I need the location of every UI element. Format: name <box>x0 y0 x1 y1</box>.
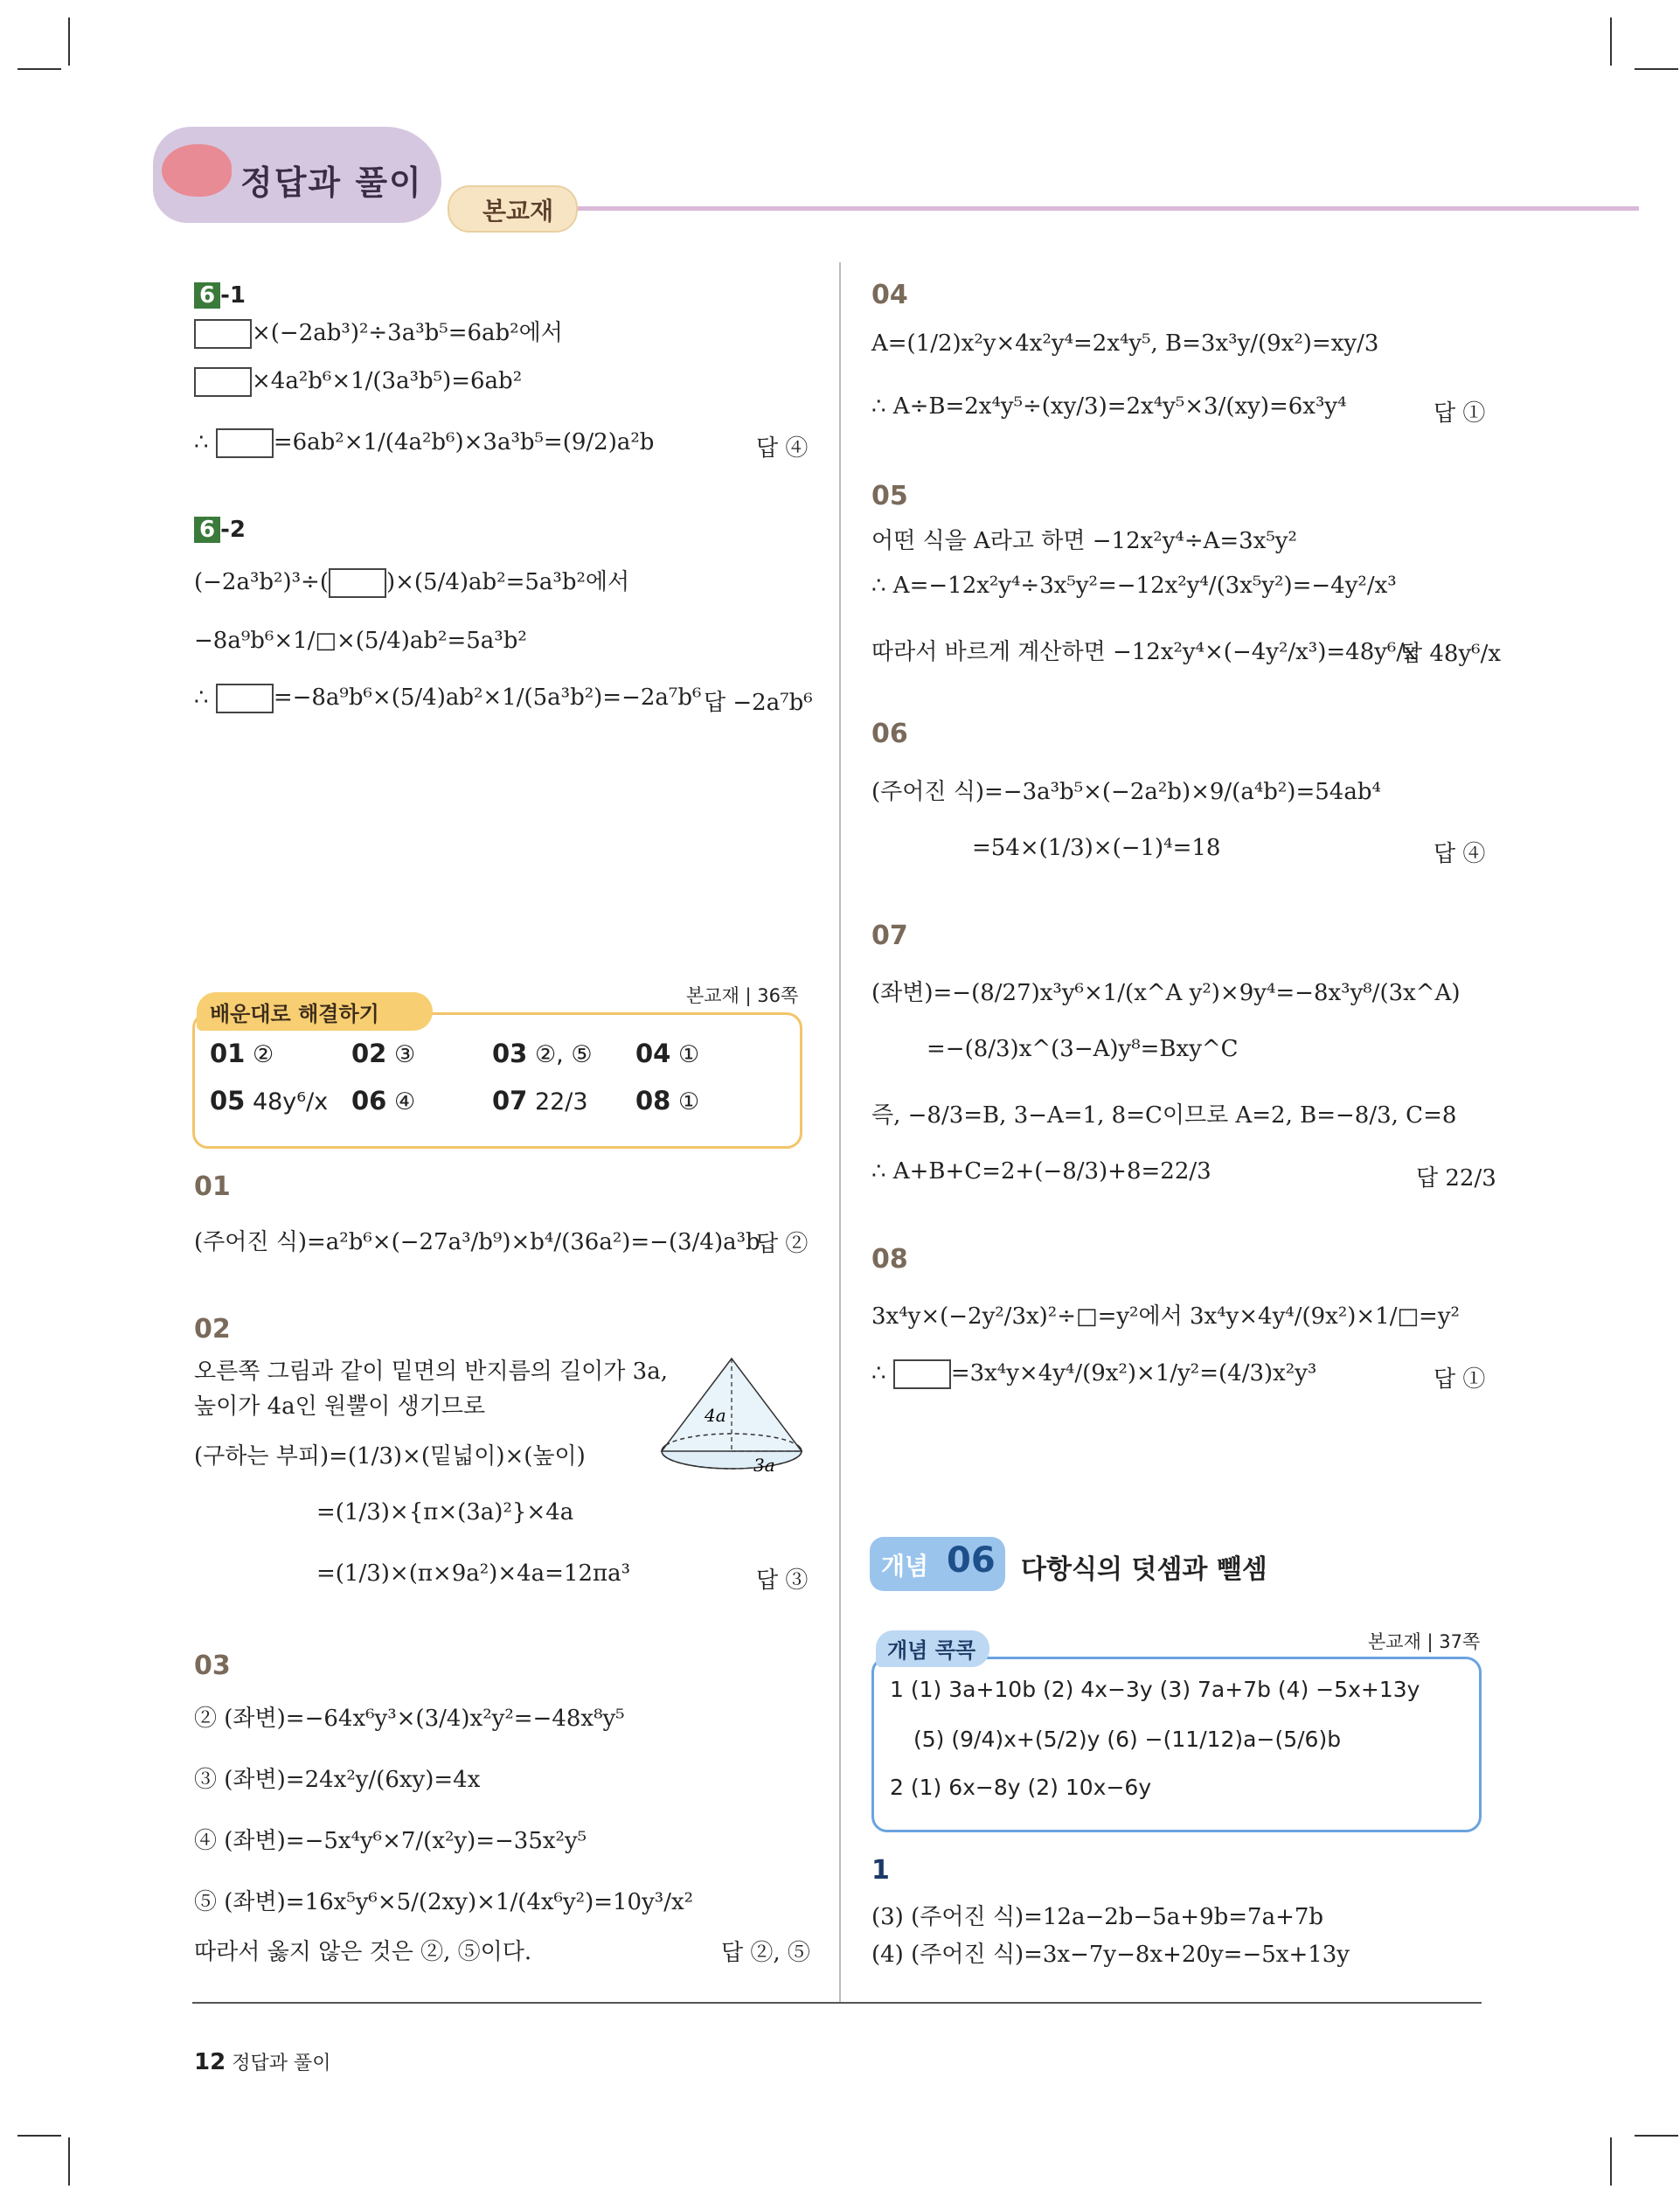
page-reference: 본교재 | 36쪽 <box>686 985 799 1006</box>
answer-label: 답 ②, ⑤ <box>721 1940 810 1966</box>
crop-mark <box>17 68 61 70</box>
crop-mark <box>17 2135 61 2137</box>
solution-line: (−2a³b²)³÷( )×(5/4)ab²=5a³b²에서 <box>194 564 629 598</box>
crop-mark <box>1610 2137 1612 2186</box>
solution-line: =(1/3)×{π×(3a)²}×4a <box>316 1499 574 1525</box>
solution-line: 즉, −8/3=B, 3−A=1, 8=C이므로 A=2, B=−8/3, C=8 <box>871 1102 1457 1129</box>
solution-line: =(1/3)×(π×9a²)×4a=12πa³ <box>316 1560 631 1587</box>
solution-line: 따라서 바르게 계산하면 −12x²y⁴×(−4y²/x³)=48y⁶/x <box>871 639 1417 665</box>
solution-line: ④ (좌변)=−5x⁴y⁶×7/(x²y)=−35x²y⁵ <box>194 1828 587 1854</box>
solution-line: (주어진 식)=a²b⁶×(−27a³/b⁹)×b⁴/(36a²)=−(3/4)a³b <box>194 1229 760 1255</box>
answer-label: 답 ② <box>756 1231 809 1257</box>
solution-line: 어떤 식을 A라고 하면 −12x²y⁴÷A=3x⁵y² <box>871 528 1297 554</box>
question-number: 05 <box>871 481 908 511</box>
problem-sublabel: -1 <box>220 282 246 309</box>
crop-mark <box>68 17 70 66</box>
blank-box <box>329 568 386 598</box>
solution-text: 오른쪽 그림과 같이 밑면의 반지름의 길이가 3a, <box>194 1359 668 1385</box>
concept-row: 2 (1) 6x−8y (2) 10x−6y <box>890 1775 1152 1800</box>
page-reference: 본교재 | 37쪽 <box>1368 1631 1481 1652</box>
solution-line: −8a⁹b⁶×1/□×(5/4)ab²=5a³b² <box>194 628 527 654</box>
summary-item: 03 ②, ⑤ <box>492 1039 593 1068</box>
summary-label: 배운대로 해결하기 <box>210 1002 379 1026</box>
summary-item: 08 ① <box>635 1086 700 1115</box>
concept-badge-number: 06 <box>947 1540 996 1581</box>
footer-label: 정답과 풀이 <box>232 2053 331 2074</box>
question-number: 06 <box>871 719 908 749</box>
column-divider <box>839 262 841 2002</box>
solution-line: (4) (주어진 식)=3x−7y−8x+20y=−5x+13y <box>871 1942 1350 1968</box>
solution-line: ③ (좌변)=24x²y/(6xy)=4x <box>194 1767 481 1793</box>
concept-row: (5) (9/4)x+(5/2)y (6) −(11/12)a−(5/6)b <box>913 1727 1342 1752</box>
solution-line: 3x⁴y×(−2y²/3x)²÷□=y²에서 3x⁴y×4y⁴/(9x²)×1/□=y² <box>871 1303 1460 1330</box>
cone-radius-label: 3a <box>753 1455 775 1476</box>
answer-label: 답 ① <box>1434 400 1486 427</box>
question-number: 02 <box>194 1314 231 1345</box>
solution-line: ∴ A+B+C=2+(−8/3)+8=22/3 <box>871 1158 1211 1185</box>
problem-sublabel: -2 <box>220 517 246 543</box>
solution-line: (주어진 식)=−3a³b⁵×(−2a²b)×9/(a⁴b²)=54ab⁴ <box>871 779 1381 805</box>
crop-mark <box>1635 2135 1678 2137</box>
summary-item: 06 ④ <box>351 1086 416 1115</box>
bottom-rule <box>192 2002 1482 2004</box>
cone-height-label: 4a <box>705 1405 726 1426</box>
problem-badge: 6 <box>194 517 220 543</box>
concept-title: 다항식의 덧셈과 뺄셈 <box>1021 1554 1267 1585</box>
solution-line: (3) (주어진 식)=12a−2b−5a+9b=7a+7b <box>871 1904 1324 1930</box>
concept-label: 개념 콕콕 <box>887 1638 976 1663</box>
summary-item: 01 ② <box>210 1039 274 1068</box>
answer-label: 답 22/3 <box>1416 1165 1496 1192</box>
question-number: 01 <box>194 1171 231 1202</box>
fish-mascot-icon <box>162 144 232 197</box>
question-number: 08 <box>871 1244 908 1275</box>
summary-item: 05 48y⁶/x <box>210 1086 329 1115</box>
solution-line: =−(8/3)x^(3−A)y⁸=Bxy^C <box>927 1036 1239 1062</box>
question-number: 03 <box>194 1651 231 1681</box>
question-number: 07 <box>871 921 908 951</box>
question-number: 1 <box>871 1855 890 1886</box>
page-title: 정답과 풀이 <box>240 163 423 202</box>
summary-item: 04 ① <box>635 1039 700 1068</box>
blank-box <box>216 428 274 458</box>
problem-6-2-heading <box>194 516 246 543</box>
crop-mark <box>1635 68 1678 70</box>
page-number: 12 <box>194 2049 226 2075</box>
problem-badge: 6 <box>194 282 220 309</box>
solution-line: ×(−2ab³)²÷3a³b⁵=6ab²에서 <box>194 315 563 349</box>
solution-line: ∴ =6ab²×1/(4a²b⁶)×3a³b⁵=(9/2)a²b <box>194 428 654 458</box>
solution-line: =54×(1/3)×(−1)⁴=18 <box>972 835 1221 861</box>
cone-diagram <box>657 1353 806 1476</box>
solution-line: ⑤ (좌변)=16x⁵y⁶×5/(2xy)×1/(4x⁶y²)=10y³/x² <box>194 1889 694 1915</box>
answer-label: 답 −2a⁷b⁶ <box>704 690 813 716</box>
solution-line: ② (좌변)=−64x⁶y³×(3/4)x²y²=−48x⁸y⁵ <box>194 1706 625 1732</box>
solution-line: (좌변)=−(8/27)x³y⁶×1/(x^A y²)×9y⁴=−8x³y⁸/(3x^A) <box>871 980 1461 1006</box>
solution-line: (구하는 부피)=(1/3)×(밑넓이)×(높이) <box>194 1443 586 1470</box>
solution-line: ∴ =−8a⁹b⁶×(5/4)ab²×1/(5a³b²)=−2a⁷b⁶ <box>194 684 701 713</box>
header-rule <box>573 206 1639 211</box>
concept-row: 1 (1) 3a+10b (2) 4x−3y (3) 7a+7b (4) −5x+13y <box>890 1677 1420 1702</box>
answer-label: 답 48y⁶/x <box>1400 641 1501 667</box>
blank-box <box>893 1359 951 1389</box>
concept-badge-label: 개념 <box>881 1552 929 1581</box>
solution-text: 따라서 옳지 않은 것은 ②, ⑤이다. <box>194 1939 532 1965</box>
solution-line: ∴ A=−12x²y⁴÷3x⁵y²=−12x²y⁴/(3x⁵y²)=−4y²/x³ <box>871 573 1397 599</box>
blank-box <box>194 367 252 397</box>
blank-box <box>216 684 274 713</box>
solution-line: ∴ A÷B=2x⁴y⁵÷(xy/3)=2x⁴y⁵×3/(xy)=6x³y⁴ <box>871 393 1347 420</box>
header-tab-label: 본교재 <box>482 197 554 226</box>
summary-item: 07 22/3 <box>492 1086 588 1115</box>
page-footer <box>194 2048 330 2075</box>
solution-line: ×4a²b⁶×1/(3a³b⁵)=6ab² <box>194 367 522 397</box>
answer-label: 답 ④ <box>1434 841 1486 867</box>
solution-text: 높이가 4a인 원뿔이 생기므로 <box>194 1393 486 1420</box>
crop-mark <box>1610 17 1612 66</box>
summary-item: 02 ③ <box>351 1039 416 1068</box>
blank-box <box>194 319 252 349</box>
solution-line: A=(1/2)x²y×4x²y⁴=2x⁴y⁵, B=3x³y/(9x²)=xy/3 <box>871 330 1379 357</box>
summary-box <box>192 1012 802 1149</box>
answer-label: 답 ③ <box>756 1567 809 1594</box>
answer-label: 답 ① <box>1434 1366 1486 1393</box>
answer-label: 답 ④ <box>756 435 809 462</box>
question-number: 04 <box>871 280 908 310</box>
problem-6-1-heading <box>194 281 246 309</box>
solution-line: ∴ =3x⁴y×4y⁴/(9x²)×1/y²=(4/3)x²y³ <box>871 1359 1316 1389</box>
crop-mark <box>68 2137 70 2186</box>
